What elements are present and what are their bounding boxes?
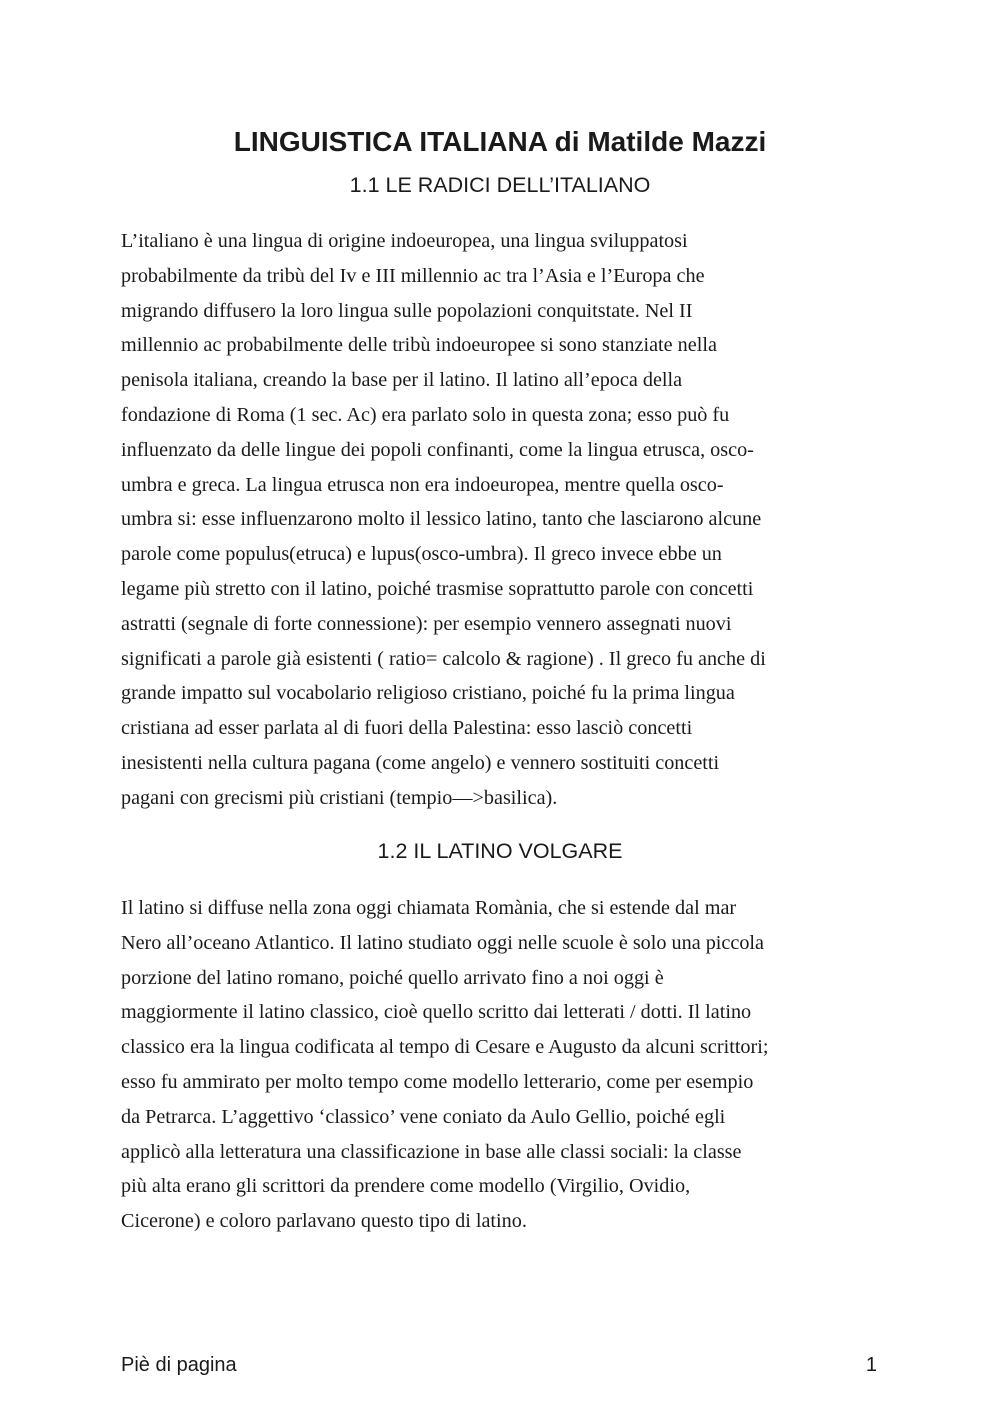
text-line: influenzato da delle lingue dei popoli confinanti, come la lingua etrusca, osco- <box>121 438 754 461</box>
text-line: penisola italiana, creando la base per il latino. Il latino all’epoca della <box>121 369 683 392</box>
text-line: più alta erano gli scrittori da prendere come modello (Virgilio, Ovidio, <box>121 1175 691 1198</box>
text-line: parole come populus(etruca) e lupus(osco-umbra). Il greco invece ebbe un <box>121 543 722 566</box>
page-number: 1 <box>865 1354 877 1376</box>
page-title: LINGUISTICA ITALIANA di Matilde Mazzi <box>233 126 767 157</box>
text-line: Cicerone) e coloro parlavano questo tipo di latino. <box>121 1210 527 1233</box>
text-line: esso fu ammirato per molto tempo come modello letterario, come per esempio <box>121 1070 754 1093</box>
text-line: grande impatto sul vocabolario religioso cristiano, poiché fu la prima lingua <box>121 682 735 705</box>
text-line: astratti (segnale di forte connessione): per esempio vennero assegnati nuovi <box>121 612 732 635</box>
text-line: Il latino si diffuse nella zona oggi chiamata Romània, che si estende dal mar <box>121 897 737 919</box>
text-line: maggiormente il latino classico, cioè quello scritto dai letterati / dotti. Il latino <box>121 1001 752 1024</box>
text-line: Nero all’oceano Atlantico. Il latino studiato oggi nelle scuole è solo una piccola <box>121 931 765 954</box>
section-heading-latino-volgare: 1.2 IL LATINO VOLGARE <box>377 839 623 863</box>
text-line: pagani con grecismi più cristiani (tempio—>basilica). <box>121 786 558 809</box>
text-line: da Petrarca. L’aggettivo ‘classico’ vene coniato da Aulo Gellio, poiché egli <box>121 1105 726 1128</box>
text-line: umbra e greca. La lingua etrusca non era indoeuropea, mentre quella osco- <box>121 473 724 496</box>
text-line: cristiana ad esser parlata al di fuori della Palestina: esso lasciò concetti <box>121 717 693 740</box>
section-heading-radici: 1.1 LE RADICI DELL’ITALIANO <box>349 173 651 197</box>
text-line: millennio ac probabilmente delle tribù indoeuropee si sono stanziate nella <box>121 334 717 357</box>
text-line: applicò alla letteratura una classificazione in base alle classi sociali: la classe <box>121 1140 742 1163</box>
text-line: umbra si: esse influenzarono molto il lessico latino, tanto che lasciarono alcune <box>121 508 762 531</box>
section-paragraph-radici <box>121 224 881 816</box>
text-line: L’italiano è una lingua di origine indoeuropea, una lingua sviluppatosi <box>121 230 688 252</box>
text-line: probabilmente da tribù del Iv e III millennio ac tra l’Asia e l’Europa che <box>121 264 705 287</box>
text-line: inesistenti nella cultura pagana (come angelo) e vennero sostituiti concetti <box>121 751 720 774</box>
text-line: classico era la lingua codificata al tempo di Cesare e Augusto da alcuni scrittori; <box>121 1036 769 1059</box>
section-paragraph-latino-volgare <box>121 891 881 1239</box>
text-line: fondazione di Roma (1 sec. Ac) era parlato solo in questa zona; esso può fu <box>121 403 730 426</box>
text-line: significati a parole già esistenti ( ratio= calcolo & ragione) . Il greco fu anche di <box>121 647 766 670</box>
text-line: migrando diffusero la loro lingua sulle popolazioni conquitstate. Nel II <box>121 299 693 322</box>
footer-text: Piè di pagina <box>121 1354 237 1376</box>
text-line: legame più stretto con il latino, poiché trasmise soprattutto parole con concetti <box>121 577 754 600</box>
text-line: porzione del latino romano, poiché quello arrivato fino a noi oggi è <box>121 966 664 989</box>
